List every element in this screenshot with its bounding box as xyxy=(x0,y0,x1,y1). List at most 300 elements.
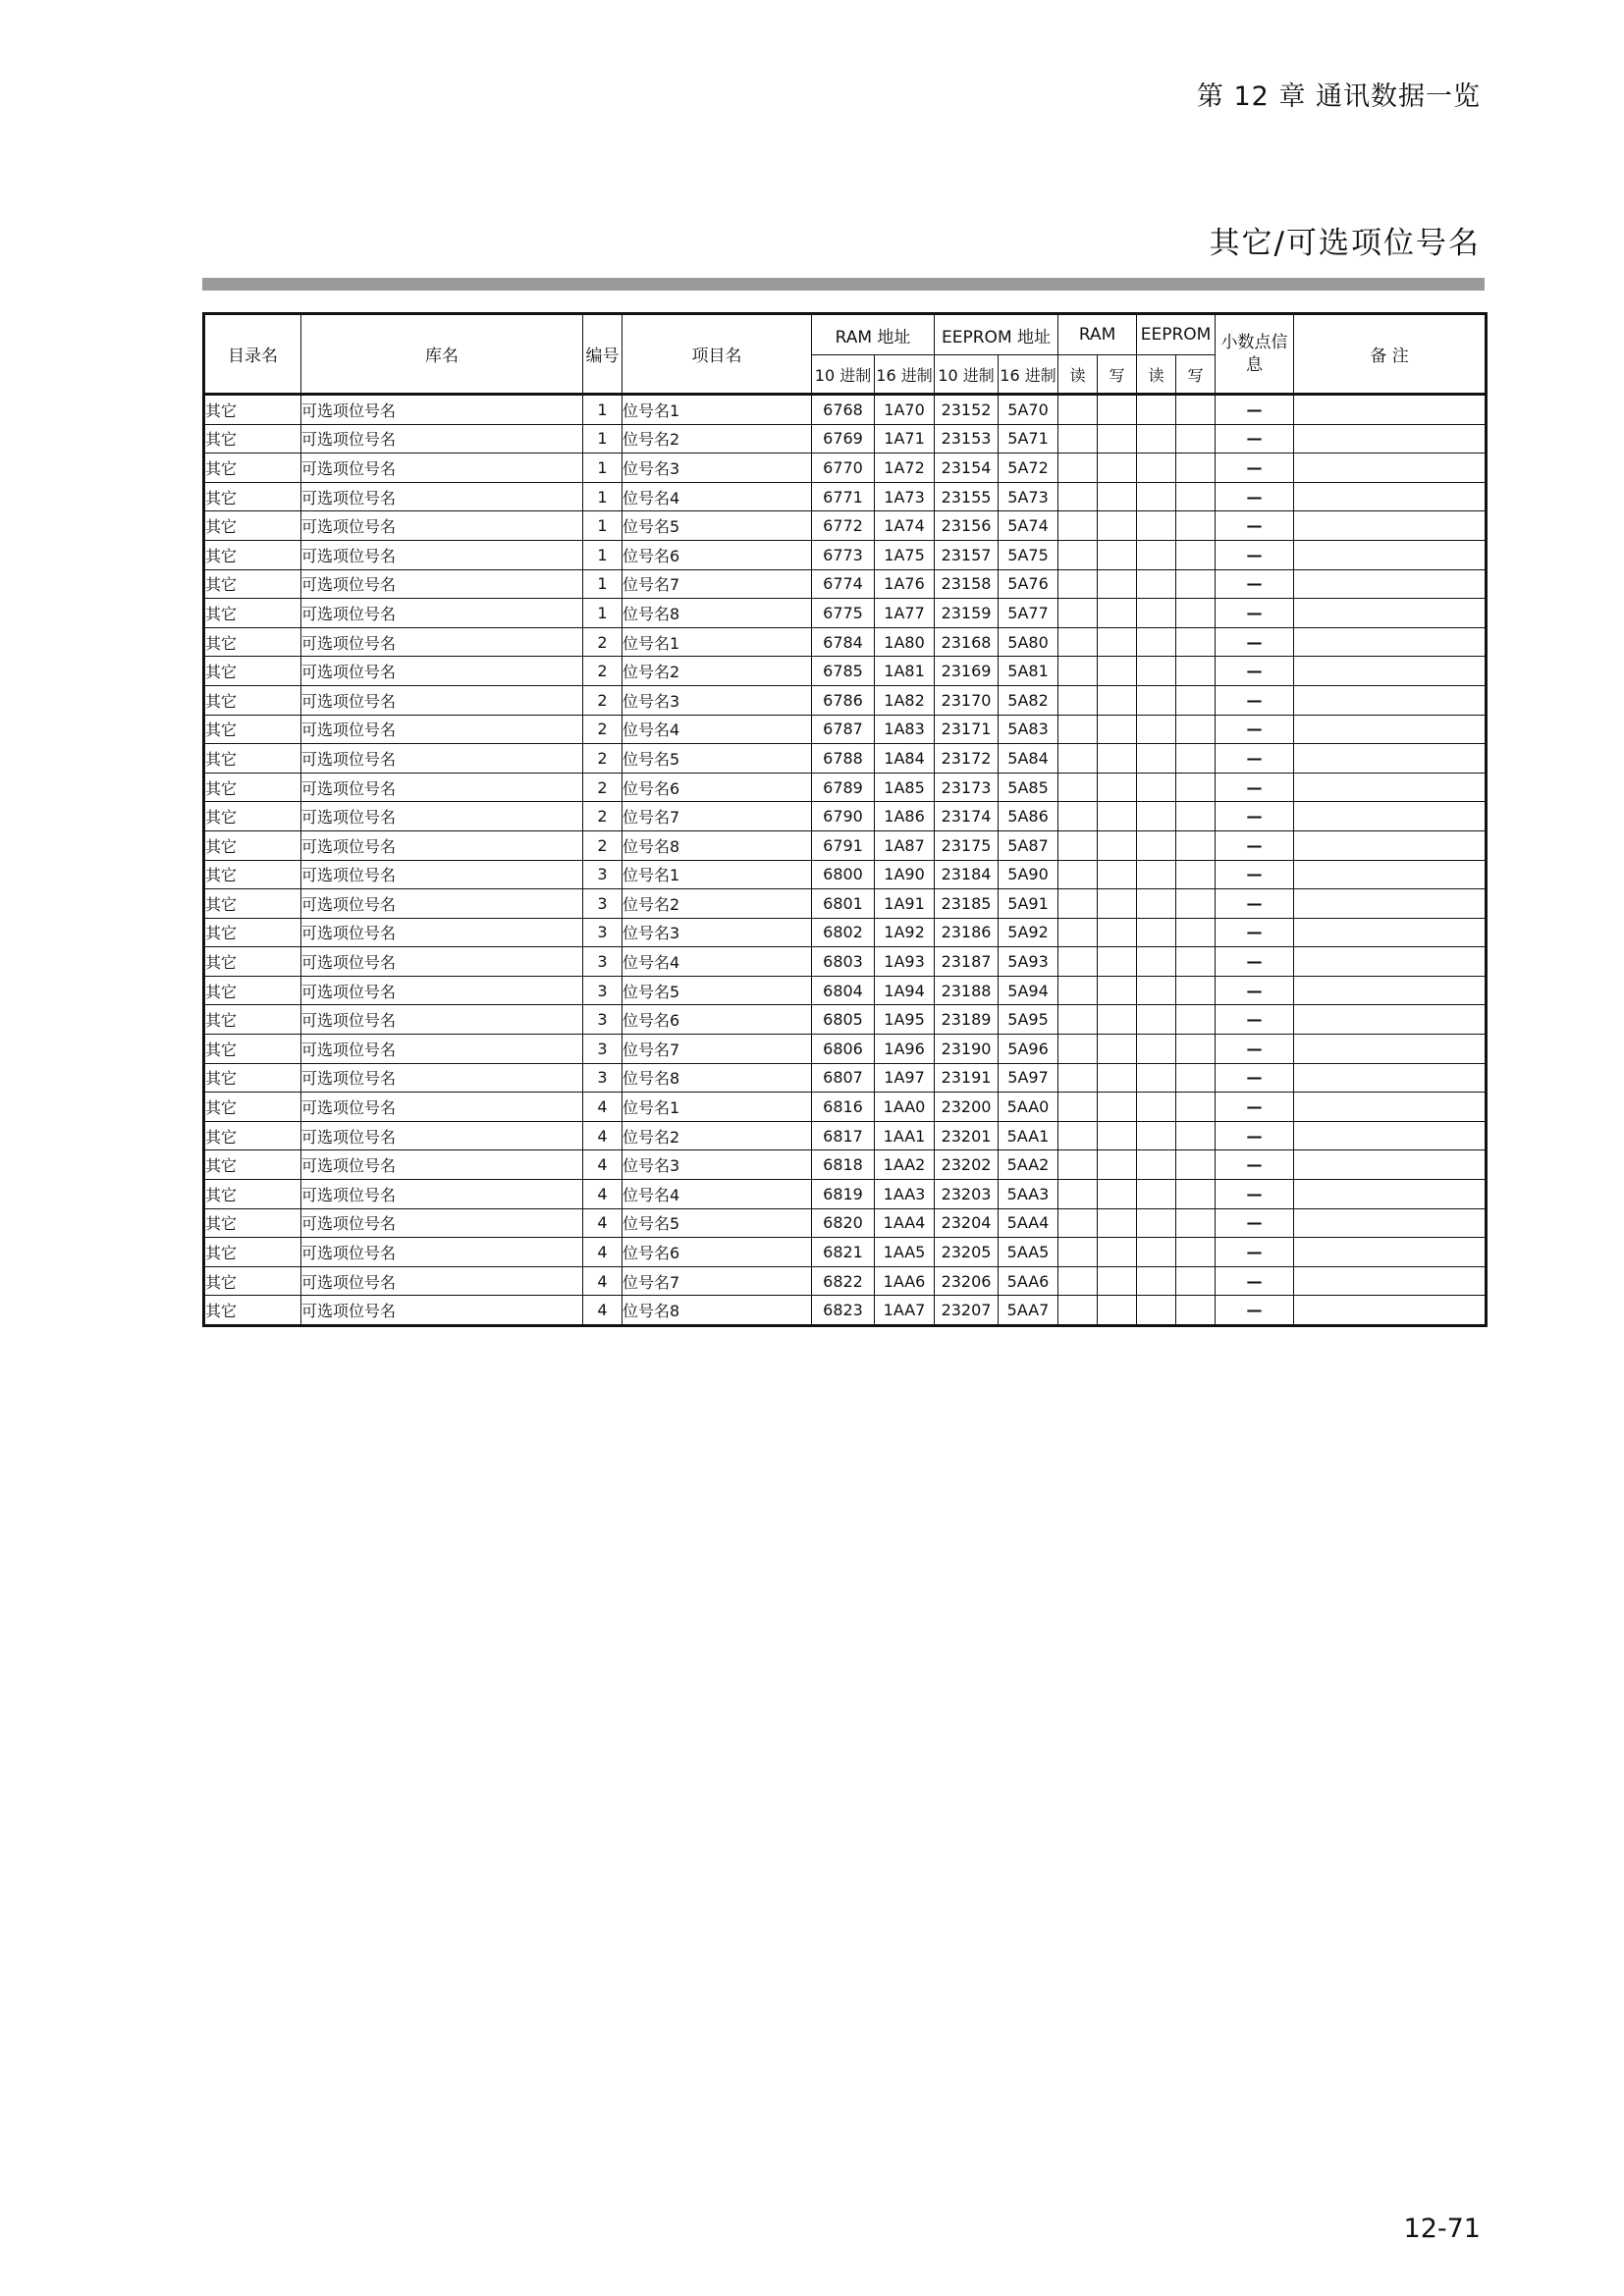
cell-eeprom-write xyxy=(1176,657,1216,686)
cell-eeprom-write xyxy=(1176,1093,1216,1122)
cell-remark xyxy=(1294,395,1487,425)
table-row xyxy=(204,1150,1487,1180)
cell-decimal: — xyxy=(1216,395,1294,425)
cell-eeprom-write xyxy=(1176,511,1216,541)
cell-ram-read xyxy=(1058,802,1098,831)
header-num: 编号 xyxy=(583,314,623,395)
cell-ram-write xyxy=(1098,1180,1137,1209)
cell-item: 位号名1 xyxy=(623,1093,812,1122)
cell-dir: 其它 xyxy=(204,482,301,511)
cell-dir: 其它 xyxy=(204,540,301,569)
cell-ram-dec: 6774 xyxy=(812,569,875,599)
cell-eeprom-read xyxy=(1137,802,1176,831)
cell-ram-dec: 6818 xyxy=(812,1150,875,1180)
cell-dir: 其它 xyxy=(204,599,301,628)
header-dir: 目录名 xyxy=(204,314,301,395)
cell-num: 4 xyxy=(583,1150,623,1180)
cell-ram-hex: 1A80 xyxy=(875,627,935,657)
cell-decimal: — xyxy=(1216,715,1294,744)
cell-eeprom-dec: 23172 xyxy=(935,744,999,774)
cell-remark xyxy=(1294,1150,1487,1180)
table-row xyxy=(204,454,1487,483)
cell-num: 3 xyxy=(583,1063,623,1093)
cell-lib: 可选项位号名 xyxy=(301,1266,583,1296)
cell-eeprom-write xyxy=(1176,889,1216,919)
cell-decimal: — xyxy=(1216,1121,1294,1150)
cell-remark xyxy=(1294,715,1487,744)
cell-eeprom-write xyxy=(1176,1150,1216,1180)
cell-ram-hex: 1A91 xyxy=(875,889,935,919)
cell-lib: 可选项位号名 xyxy=(301,454,583,483)
page-number: 12-71 xyxy=(1403,2214,1481,2244)
cell-dir: 其它 xyxy=(204,1150,301,1180)
cell-ram-hex: 1A84 xyxy=(875,744,935,774)
cell-remark xyxy=(1294,947,1487,977)
cell-ram-hex: 1AA2 xyxy=(875,1150,935,1180)
cell-dir: 其它 xyxy=(204,715,301,744)
cell-eeprom-hex: 5A82 xyxy=(999,685,1058,715)
cell-remark xyxy=(1294,569,1487,599)
cell-remark xyxy=(1294,889,1487,919)
cell-dir: 其它 xyxy=(204,1005,301,1035)
cell-eeprom-hex: 5AA4 xyxy=(999,1208,1058,1238)
cell-remark xyxy=(1294,1121,1487,1150)
cell-remark xyxy=(1294,976,1487,1005)
cell-remark xyxy=(1294,1035,1487,1064)
cell-ram-read xyxy=(1058,599,1098,628)
cell-num: 1 xyxy=(583,540,623,569)
cell-remark xyxy=(1294,1296,1487,1326)
cell-eeprom-hex: 5A83 xyxy=(999,715,1058,744)
cell-ram-dec: 6788 xyxy=(812,744,875,774)
cell-eeprom-read xyxy=(1137,1005,1176,1035)
cell-lib: 可选项位号名 xyxy=(301,773,583,802)
cell-eeprom-hex: 5A76 xyxy=(999,569,1058,599)
cell-ram-write xyxy=(1098,1035,1137,1064)
cell-eeprom-read xyxy=(1137,511,1176,541)
cell-eeprom-dec: 23155 xyxy=(935,482,999,511)
cell-item: 位号名8 xyxy=(623,1296,812,1326)
cell-eeprom-dec: 23201 xyxy=(935,1121,999,1150)
cell-item: 位号名1 xyxy=(623,395,812,425)
table-row xyxy=(204,1180,1487,1209)
cell-eeprom-hex: 5A75 xyxy=(999,540,1058,569)
cell-ram-dec: 6769 xyxy=(812,424,875,454)
cell-ram-read xyxy=(1058,860,1098,889)
cell-ram-read xyxy=(1058,454,1098,483)
cell-ram-write xyxy=(1098,627,1137,657)
cell-eeprom-read xyxy=(1137,482,1176,511)
header-ram-addr: RAM 地址 xyxy=(812,314,935,355)
cell-item: 位号名2 xyxy=(623,424,812,454)
cell-eeprom-hex: 5AA2 xyxy=(999,1150,1058,1180)
cell-ram-write xyxy=(1098,976,1137,1005)
cell-decimal: — xyxy=(1216,511,1294,541)
cell-ram-dec: 6775 xyxy=(812,599,875,628)
cell-ram-hex: 1A83 xyxy=(875,715,935,744)
cell-remark xyxy=(1294,1005,1487,1035)
cell-eeprom-dec: 23156 xyxy=(935,511,999,541)
cell-ram-dec: 6821 xyxy=(812,1238,875,1267)
cell-ram-dec: 6806 xyxy=(812,1035,875,1064)
cell-eeprom-dec: 23188 xyxy=(935,976,999,1005)
cell-item: 位号名4 xyxy=(623,715,812,744)
cell-dir: 其它 xyxy=(204,1035,301,1064)
cell-eeprom-hex: 5A97 xyxy=(999,1063,1058,1093)
cell-ram-dec: 6802 xyxy=(812,918,875,947)
cell-num: 3 xyxy=(583,889,623,919)
cell-item: 位号名4 xyxy=(623,482,812,511)
cell-num: 4 xyxy=(583,1180,623,1209)
cell-ram-dec: 6773 xyxy=(812,540,875,569)
cell-lib: 可选项位号名 xyxy=(301,1121,583,1150)
cell-ram-dec: 6804 xyxy=(812,976,875,1005)
table-row xyxy=(204,1035,1487,1064)
cell-eeprom-read xyxy=(1137,569,1176,599)
table-row xyxy=(204,1238,1487,1267)
cell-lib: 可选项位号名 xyxy=(301,685,583,715)
cell-ram-read xyxy=(1058,1208,1098,1238)
cell-ram-read xyxy=(1058,889,1098,919)
cell-eeprom-hex: 5A91 xyxy=(999,889,1058,919)
cell-eeprom-write xyxy=(1176,1121,1216,1150)
cell-item: 位号名8 xyxy=(623,830,812,860)
cell-eeprom-write xyxy=(1176,424,1216,454)
cell-remark xyxy=(1294,860,1487,889)
cell-eeprom-read xyxy=(1137,1093,1176,1122)
cell-ram-write xyxy=(1098,511,1137,541)
cell-item: 位号名3 xyxy=(623,685,812,715)
cell-dir: 其它 xyxy=(204,860,301,889)
cell-decimal: — xyxy=(1216,482,1294,511)
table-row xyxy=(204,511,1487,541)
cell-eeprom-dec: 23205 xyxy=(935,1238,999,1267)
cell-lib: 可选项位号名 xyxy=(301,1208,583,1238)
cell-eeprom-read xyxy=(1137,889,1176,919)
cell-remark xyxy=(1294,773,1487,802)
cell-remark xyxy=(1294,918,1487,947)
header-item: 项目名 xyxy=(623,314,812,395)
cell-decimal: — xyxy=(1216,1035,1294,1064)
cell-lib: 可选项位号名 xyxy=(301,976,583,1005)
header-lib: 库名 xyxy=(301,314,583,395)
cell-ram-write xyxy=(1098,1238,1137,1267)
cell-eeprom-dec: 23202 xyxy=(935,1150,999,1180)
header-ram-read: 读 xyxy=(1058,355,1098,395)
cell-ram-write xyxy=(1098,1121,1137,1150)
cell-dir: 其它 xyxy=(204,395,301,425)
cell-lib: 可选项位号名 xyxy=(301,1063,583,1093)
cell-remark xyxy=(1294,511,1487,541)
cell-ram-hex: 1A82 xyxy=(875,685,935,715)
cell-eeprom-dec: 23184 xyxy=(935,860,999,889)
cell-num: 3 xyxy=(583,947,623,977)
table-row xyxy=(204,482,1487,511)
cell-num: 1 xyxy=(583,569,623,599)
cell-ram-dec: 6787 xyxy=(812,715,875,744)
cell-ram-read xyxy=(1058,715,1098,744)
cell-eeprom-hex: 5AA6 xyxy=(999,1266,1058,1296)
cell-eeprom-dec: 23174 xyxy=(935,802,999,831)
cell-eeprom-hex: 5AA1 xyxy=(999,1121,1058,1150)
header-ram-write: 写 xyxy=(1098,355,1137,395)
cell-eeprom-dec: 23171 xyxy=(935,715,999,744)
cell-ram-hex: 1AA0 xyxy=(875,1093,935,1122)
cell-dir: 其它 xyxy=(204,744,301,774)
cell-eeprom-hex: 5A74 xyxy=(999,511,1058,541)
cell-ram-read xyxy=(1058,395,1098,425)
cell-dir: 其它 xyxy=(204,1093,301,1122)
cell-eeprom-read xyxy=(1137,424,1176,454)
cell-ram-dec: 6786 xyxy=(812,685,875,715)
cell-eeprom-hex: 5AA0 xyxy=(999,1093,1058,1122)
cell-ram-write xyxy=(1098,599,1137,628)
cell-ram-hex: 1A74 xyxy=(875,511,935,541)
table-row xyxy=(204,1005,1487,1035)
cell-item: 位号名1 xyxy=(623,860,812,889)
cell-decimal: — xyxy=(1216,1208,1294,1238)
cell-eeprom-write xyxy=(1176,1035,1216,1064)
cell-ram-read xyxy=(1058,685,1098,715)
cell-num: 1 xyxy=(583,424,623,454)
table-row xyxy=(204,395,1487,425)
cell-lib: 可选项位号名 xyxy=(301,744,583,774)
table-row xyxy=(204,715,1487,744)
cell-ram-hex: 1A70 xyxy=(875,395,935,425)
cell-eeprom-read xyxy=(1137,599,1176,628)
cell-num: 3 xyxy=(583,1035,623,1064)
cell-lib: 可选项位号名 xyxy=(301,1296,583,1326)
cell-num: 2 xyxy=(583,715,623,744)
cell-eeprom-dec: 23190 xyxy=(935,1035,999,1064)
cell-decimal: — xyxy=(1216,657,1294,686)
cell-lib: 可选项位号名 xyxy=(301,830,583,860)
cell-eeprom-write xyxy=(1176,1063,1216,1093)
table-row xyxy=(204,685,1487,715)
cell-eeprom-read xyxy=(1137,1238,1176,1267)
header-eeprom-dec: 10 进制 xyxy=(935,355,999,395)
cell-eeprom-read xyxy=(1137,1180,1176,1209)
cell-ram-read xyxy=(1058,569,1098,599)
cell-ram-read xyxy=(1058,1035,1098,1064)
cell-lib: 可选项位号名 xyxy=(301,1093,583,1122)
cell-ram-read xyxy=(1058,424,1098,454)
cell-ram-read xyxy=(1058,1266,1098,1296)
cell-eeprom-dec: 23158 xyxy=(935,569,999,599)
cell-eeprom-read xyxy=(1137,947,1176,977)
cell-item: 位号名4 xyxy=(623,1180,812,1209)
cell-dir: 其它 xyxy=(204,569,301,599)
cell-ram-read xyxy=(1058,1063,1098,1093)
cell-decimal: — xyxy=(1216,685,1294,715)
cell-eeprom-dec: 23175 xyxy=(935,830,999,860)
header-ram-dec: 10 进制 xyxy=(812,355,875,395)
cell-item: 位号名1 xyxy=(623,627,812,657)
cell-eeprom-hex: 5A71 xyxy=(999,424,1058,454)
cell-item: 位号名5 xyxy=(623,1208,812,1238)
cell-ram-write xyxy=(1098,1296,1137,1326)
cell-num: 2 xyxy=(583,802,623,831)
cell-ram-write xyxy=(1098,1150,1137,1180)
cell-decimal: — xyxy=(1216,540,1294,569)
header-ram-hex: 16 进制 xyxy=(875,355,935,395)
cell-decimal: — xyxy=(1216,627,1294,657)
cell-num: 2 xyxy=(583,744,623,774)
cell-dir: 其它 xyxy=(204,802,301,831)
cell-eeprom-write xyxy=(1176,1005,1216,1035)
cell-dir: 其它 xyxy=(204,627,301,657)
cell-ram-write xyxy=(1098,802,1137,831)
cell-ram-hex: 1AA5 xyxy=(875,1238,935,1267)
cell-item: 位号名3 xyxy=(623,454,812,483)
cell-ram-dec: 6800 xyxy=(812,860,875,889)
cell-lib: 可选项位号名 xyxy=(301,424,583,454)
cell-eeprom-read xyxy=(1137,715,1176,744)
cell-lib: 可选项位号名 xyxy=(301,569,583,599)
cell-lib: 可选项位号名 xyxy=(301,1180,583,1209)
cell-ram-write xyxy=(1098,1266,1137,1296)
cell-decimal: — xyxy=(1216,1150,1294,1180)
header-decimal: 小数点信息 xyxy=(1216,314,1294,395)
cell-ram-dec: 6772 xyxy=(812,511,875,541)
cell-ram-write xyxy=(1098,685,1137,715)
cell-ram-read xyxy=(1058,511,1098,541)
cell-ram-read xyxy=(1058,976,1098,1005)
table-row xyxy=(204,889,1487,919)
cell-dir: 其它 xyxy=(204,1296,301,1326)
cell-eeprom-hex: 5A72 xyxy=(999,454,1058,483)
cell-eeprom-dec: 23189 xyxy=(935,1005,999,1035)
cell-item: 位号名5 xyxy=(623,976,812,1005)
cell-decimal: — xyxy=(1216,1005,1294,1035)
section-title: 其它/可选项位号名 xyxy=(1209,226,1481,261)
cell-ram-hex: 1AA7 xyxy=(875,1296,935,1326)
cell-eeprom-dec: 23187 xyxy=(935,947,999,977)
cell-eeprom-write xyxy=(1176,540,1216,569)
cell-eeprom-read xyxy=(1137,1035,1176,1064)
cell-eeprom-hex: 5A84 xyxy=(999,744,1058,774)
table-row xyxy=(204,1063,1487,1093)
cell-eeprom-write xyxy=(1176,744,1216,774)
cell-num: 3 xyxy=(583,918,623,947)
cell-dir: 其它 xyxy=(204,1121,301,1150)
cell-lib: 可选项位号名 xyxy=(301,889,583,919)
cell-eeprom-read xyxy=(1137,773,1176,802)
cell-num: 3 xyxy=(583,860,623,889)
cell-ram-read xyxy=(1058,1121,1098,1150)
cell-dir: 其它 xyxy=(204,1208,301,1238)
cell-eeprom-write xyxy=(1176,918,1216,947)
cell-decimal: — xyxy=(1216,773,1294,802)
cell-lib: 可选项位号名 xyxy=(301,918,583,947)
cell-item: 位号名7 xyxy=(623,1035,812,1064)
cell-eeprom-write xyxy=(1176,802,1216,831)
cell-lib: 可选项位号名 xyxy=(301,482,583,511)
cell-ram-dec: 6791 xyxy=(812,830,875,860)
cell-eeprom-write xyxy=(1176,773,1216,802)
cell-ram-read xyxy=(1058,627,1098,657)
cell-item: 位号名6 xyxy=(623,540,812,569)
cell-eeprom-read xyxy=(1137,1266,1176,1296)
cell-item: 位号名7 xyxy=(623,1266,812,1296)
cell-ram-dec: 6770 xyxy=(812,454,875,483)
table-row xyxy=(204,1121,1487,1150)
cell-decimal: — xyxy=(1216,1238,1294,1267)
cell-decimal: — xyxy=(1216,802,1294,831)
cell-ram-write xyxy=(1098,482,1137,511)
cell-lib: 可选项位号名 xyxy=(301,802,583,831)
cell-lib: 可选项位号名 xyxy=(301,947,583,977)
cell-ram-hex: 1A72 xyxy=(875,454,935,483)
cell-ram-read xyxy=(1058,773,1098,802)
cell-ram-dec: 6822 xyxy=(812,1266,875,1296)
cell-item: 位号名2 xyxy=(623,1121,812,1150)
cell-dir: 其它 xyxy=(204,1180,301,1209)
cell-ram-dec: 6801 xyxy=(812,889,875,919)
cell-ram-write xyxy=(1098,657,1137,686)
table-row xyxy=(204,540,1487,569)
header-eeprom-write: 写 xyxy=(1176,355,1216,395)
cell-decimal: — xyxy=(1216,569,1294,599)
cell-lib: 可选项位号名 xyxy=(301,599,583,628)
table-row xyxy=(204,802,1487,831)
cell-remark xyxy=(1294,540,1487,569)
cell-decimal: — xyxy=(1216,1093,1294,1122)
cell-ram-read xyxy=(1058,1296,1098,1326)
cell-item: 位号名3 xyxy=(623,918,812,947)
cell-ram-write xyxy=(1098,715,1137,744)
cell-num: 2 xyxy=(583,657,623,686)
cell-decimal: — xyxy=(1216,889,1294,919)
cell-dir: 其它 xyxy=(204,511,301,541)
cell-ram-dec: 6807 xyxy=(812,1063,875,1093)
cell-decimal: — xyxy=(1216,1063,1294,1093)
cell-item: 位号名7 xyxy=(623,802,812,831)
cell-lib: 可选项位号名 xyxy=(301,1238,583,1267)
cell-eeprom-read xyxy=(1137,627,1176,657)
communication-data-table xyxy=(202,312,1488,1327)
cell-eeprom-read xyxy=(1137,860,1176,889)
cell-ram-hex: 1A77 xyxy=(875,599,935,628)
table-row xyxy=(204,830,1487,860)
cell-lib: 可选项位号名 xyxy=(301,657,583,686)
cell-remark xyxy=(1294,744,1487,774)
cell-decimal: — xyxy=(1216,424,1294,454)
cell-num: 1 xyxy=(583,454,623,483)
table-body xyxy=(204,395,1487,1326)
cell-eeprom-dec: 23159 xyxy=(935,599,999,628)
cell-lib: 可选项位号名 xyxy=(301,860,583,889)
cell-eeprom-dec: 23173 xyxy=(935,773,999,802)
cell-eeprom-dec: 23206 xyxy=(935,1266,999,1296)
cell-ram-write xyxy=(1098,918,1137,947)
table-row xyxy=(204,599,1487,628)
cell-eeprom-hex: 5A93 xyxy=(999,947,1058,977)
cell-eeprom-dec: 23185 xyxy=(935,889,999,919)
cell-eeprom-dec: 23157 xyxy=(935,540,999,569)
table-row xyxy=(204,947,1487,977)
cell-eeprom-dec: 23168 xyxy=(935,627,999,657)
cell-eeprom-write xyxy=(1176,947,1216,977)
cell-remark xyxy=(1294,424,1487,454)
cell-eeprom-write xyxy=(1176,395,1216,425)
cell-eeprom-write xyxy=(1176,454,1216,483)
cell-remark xyxy=(1294,1063,1487,1093)
cell-num: 1 xyxy=(583,395,623,425)
cell-eeprom-read xyxy=(1137,1150,1176,1180)
cell-eeprom-write xyxy=(1176,1296,1216,1326)
table-row xyxy=(204,1296,1487,1326)
